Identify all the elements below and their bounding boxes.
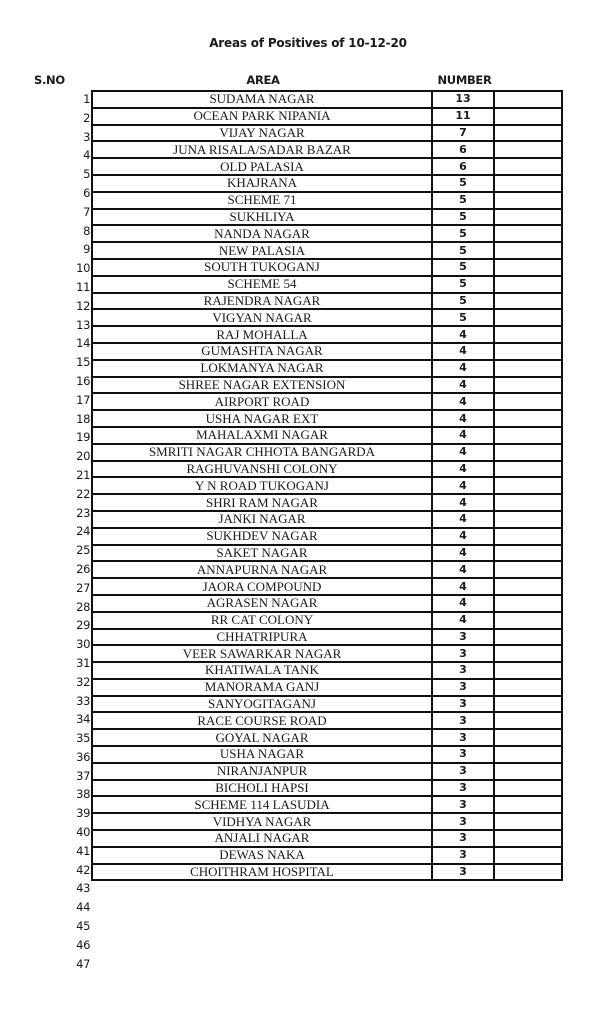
number-cell: 5 <box>432 209 494 226</box>
number-cell: 4 <box>432 326 494 343</box>
serial-number: 28 <box>76 599 90 614</box>
serial-number: 45 <box>76 919 90 934</box>
blank-cell <box>494 461 562 478</box>
table-row <box>92 410 562 427</box>
area-cell: GUMASHTA NAGAR <box>92 343 432 360</box>
table-row <box>92 696 562 713</box>
blank-cell <box>494 796 562 813</box>
area-cell: BICHOLI HAPSI <box>92 780 432 797</box>
area-cell: SUDAMA NAGAR <box>92 91 432 108</box>
table-row <box>92 393 562 410</box>
serial-number: 4 <box>83 148 90 163</box>
area-cell: RR CAT COLONY <box>92 612 432 629</box>
number-cell: 3 <box>432 830 494 847</box>
area-cell: CHOITHRAM HOSPITAL <box>92 864 432 881</box>
table-row <box>92 612 562 629</box>
serial-number: 10 <box>76 261 90 276</box>
blank-cell <box>494 410 562 427</box>
blank-cell <box>494 528 562 545</box>
number-cell: 5 <box>432 225 494 242</box>
serial-number: 31 <box>76 655 90 670</box>
area-cell: RAJENDRA NAGAR <box>92 293 432 310</box>
serial-number: 39 <box>76 806 90 821</box>
area-cell: SCHEME 114 LASUDIA <box>92 796 432 813</box>
table-row <box>92 796 562 813</box>
blank-cell <box>494 864 562 881</box>
area-cell: Y N ROAD TUKOGANJ <box>92 477 432 494</box>
blank-cell <box>494 712 562 729</box>
number-cell: 4 <box>432 612 494 629</box>
serial-number: 40 <box>76 825 90 840</box>
table-row <box>92 427 562 444</box>
number-cell: 4 <box>432 461 494 478</box>
serial-number: 30 <box>76 637 90 652</box>
serial-number: 26 <box>76 561 90 576</box>
number-cell: 3 <box>432 729 494 746</box>
number-cell: 3 <box>432 629 494 646</box>
area-cell: MANORAMA GANJ <box>92 679 432 696</box>
blank-cell <box>494 125 562 142</box>
number-cell: 6 <box>432 158 494 175</box>
blank-cell <box>494 209 562 226</box>
area-cell: KHATIWALA TANK <box>92 662 432 679</box>
table-row <box>92 813 562 830</box>
area-cell: OLD PALASIA <box>92 158 432 175</box>
serial-number: 38 <box>76 787 90 802</box>
area-cell: JANKI NAGAR <box>92 511 432 528</box>
table-row <box>92 847 562 864</box>
serial-number: 1 <box>83 92 90 106</box>
blank-cell <box>494 729 562 746</box>
blank-cell <box>494 561 562 578</box>
blank-cell <box>494 847 562 864</box>
table-row <box>92 511 562 528</box>
number-cell: 4 <box>432 477 494 494</box>
table-row <box>92 645 562 662</box>
blank-cell <box>494 293 562 310</box>
number-cell: 3 <box>432 645 494 662</box>
blank-cell <box>494 326 562 343</box>
blank-cell <box>494 746 562 763</box>
document-title: Areas of Positives of 10-12-20 <box>209 36 407 50</box>
blank-cell <box>494 629 562 646</box>
table-row <box>92 444 562 461</box>
blank-cell <box>494 309 562 326</box>
area-cell: ANJALI NAGAR <box>92 830 432 847</box>
area-cell: SOUTH TUKOGANJ <box>92 259 432 276</box>
area-cell: VIJAY NAGAR <box>92 125 432 142</box>
table-row <box>92 864 562 881</box>
area-cell: KHAJRANA <box>92 175 432 192</box>
area-cell: VEER SAWARKAR NAGAR <box>92 645 432 662</box>
serial-number: 13 <box>76 317 90 332</box>
serial-number: 9 <box>83 242 90 257</box>
serial-number: 34 <box>76 712 90 727</box>
serial-number: 5 <box>83 167 90 182</box>
area-cell: SCHEME 71 <box>92 192 432 209</box>
serial-number: 6 <box>83 185 90 200</box>
table-row <box>92 259 562 276</box>
area-cell: USHA NAGAR <box>92 746 432 763</box>
blank-cell <box>494 511 562 528</box>
table-row <box>92 528 562 545</box>
blank-cell <box>494 242 562 259</box>
table-row <box>92 175 562 192</box>
table-row <box>92 225 562 242</box>
table-row <box>92 545 562 562</box>
table-row <box>92 746 562 763</box>
serial-number: 12 <box>76 298 90 313</box>
serial-number: 42 <box>76 862 90 877</box>
area-cell: AGRASEN NAGAR <box>92 595 432 612</box>
number-cell: 5 <box>432 259 494 276</box>
serial-number: 33 <box>76 693 90 708</box>
serial-number: 23 <box>76 505 90 520</box>
blank-cell <box>494 696 562 713</box>
area-cell: LOKMANYA NAGAR <box>92 360 432 377</box>
blank-cell <box>494 645 562 662</box>
serial-number: 36 <box>76 749 90 764</box>
number-cell: 3 <box>432 780 494 797</box>
area-cell: SUKHDEV NAGAR <box>92 528 432 545</box>
number-cell: 4 <box>432 427 494 444</box>
area-cell: SAKET NAGAR <box>92 545 432 562</box>
area-cell: SHREE NAGAR EXTENSION <box>92 377 432 394</box>
number-cell: 5 <box>432 309 494 326</box>
table-row <box>92 561 562 578</box>
table-row <box>92 360 562 377</box>
blank-cell <box>494 612 562 629</box>
number-cell: 4 <box>432 410 494 427</box>
area-cell: NIRANJANPUR <box>92 763 432 780</box>
blank-cell <box>494 175 562 192</box>
serial-number: 46 <box>76 937 90 952</box>
blank-cell <box>494 830 562 847</box>
blank-cell <box>494 343 562 360</box>
serial-number: 29 <box>76 618 90 633</box>
number-cell: 4 <box>432 595 494 612</box>
table-row <box>92 830 562 847</box>
table-row <box>92 461 562 478</box>
table-row <box>92 578 562 595</box>
table-row <box>92 276 562 293</box>
blank-cell <box>494 813 562 830</box>
area-cell: RAJ MOHALLA <box>92 326 432 343</box>
blank-cell <box>494 780 562 797</box>
serial-number: 37 <box>76 768 90 783</box>
table-row <box>92 125 562 142</box>
area-cell: RAGHUVANSHI COLONY <box>92 461 432 478</box>
serial-number: 32 <box>76 674 90 689</box>
area-cell: OCEAN PARK NIPANIA <box>92 108 432 125</box>
table-row <box>92 108 562 125</box>
serial-number: 47 <box>76 956 90 971</box>
number-cell: 3 <box>432 763 494 780</box>
serial-number: 43 <box>76 881 90 896</box>
blank-cell <box>494 444 562 461</box>
number-cell: 3 <box>432 712 494 729</box>
serial-number: 17 <box>76 392 90 407</box>
table-row <box>92 595 562 612</box>
area-cell: MAHALAXMI NAGAR <box>92 427 432 444</box>
blank-cell <box>494 360 562 377</box>
area-cell: USHA NAGAR EXT <box>92 410 432 427</box>
area-cell: VIGYAN NAGAR <box>92 309 432 326</box>
area-cell: SANYOGITAGANJ <box>92 696 432 713</box>
table-row <box>92 712 562 729</box>
number-cell: 5 <box>432 192 494 209</box>
number-cell: 3 <box>432 662 494 679</box>
area-cell: DEWAS NAKA <box>92 847 432 864</box>
table-row <box>92 293 562 310</box>
number-cell: 3 <box>432 796 494 813</box>
area-cell: JAORA COMPOUND <box>92 578 432 595</box>
number-cell: 4 <box>432 377 494 394</box>
area-cell: RACE COURSE ROAD <box>92 712 432 729</box>
serial-number: 18 <box>76 411 90 426</box>
number-cell: 4 <box>432 578 494 595</box>
serial-number: 35 <box>76 731 90 746</box>
blank-cell <box>494 192 562 209</box>
table-row <box>92 477 562 494</box>
blank-cell <box>494 158 562 175</box>
number-cell: 5 <box>432 276 494 293</box>
blank-cell <box>494 377 562 394</box>
table-row <box>92 679 562 696</box>
number-cell: 13 <box>432 91 494 108</box>
number-cell: 4 <box>432 545 494 562</box>
table-row <box>92 209 562 226</box>
serial-number: 7 <box>83 204 90 219</box>
table-row <box>92 141 562 158</box>
number-cell: 6 <box>432 141 494 158</box>
serial-number: 24 <box>76 524 90 539</box>
number-cell: 11 <box>432 108 494 125</box>
area-cell: NEW PALASIA <box>92 242 432 259</box>
serial-number-column <box>40 90 90 973</box>
serial-number: 19 <box>76 430 90 445</box>
serial-number: 11 <box>76 279 90 294</box>
table-row <box>92 192 562 209</box>
blank-cell <box>494 763 562 780</box>
area-cell: VIDHYA NAGAR <box>92 813 432 830</box>
number-cell: 5 <box>432 242 494 259</box>
serial-number: 44 <box>76 900 90 915</box>
serial-number: 27 <box>76 580 90 595</box>
table-row <box>92 729 562 746</box>
serial-number: 22 <box>76 486 90 501</box>
blank-cell <box>494 393 562 410</box>
header-sno: S.NO <box>34 73 65 87</box>
area-cell: NANDA NAGAR <box>92 225 432 242</box>
blank-cell <box>494 494 562 511</box>
blank-cell <box>494 91 562 108</box>
number-cell: 3 <box>432 746 494 763</box>
table-row <box>92 780 562 797</box>
serial-number: 15 <box>76 355 90 370</box>
number-cell: 3 <box>432 679 494 696</box>
blank-cell <box>494 662 562 679</box>
serial-number: 3 <box>83 129 90 144</box>
blank-cell <box>494 595 562 612</box>
area-cell: AIRPORT ROAD <box>92 393 432 410</box>
area-cell: GOYAL NAGAR <box>92 729 432 746</box>
table-row <box>92 377 562 394</box>
number-cell: 4 <box>432 561 494 578</box>
area-cell: SHRI RAM NAGAR <box>92 494 432 511</box>
areas-table <box>91 90 563 881</box>
blank-cell <box>494 427 562 444</box>
serial-number: 2 <box>83 110 90 125</box>
number-cell: 5 <box>432 175 494 192</box>
blank-cell <box>494 477 562 494</box>
blank-cell <box>494 141 562 158</box>
number-cell: 4 <box>432 494 494 511</box>
table-row <box>92 91 562 108</box>
table-row <box>92 629 562 646</box>
number-cell: 3 <box>432 847 494 864</box>
number-cell: 4 <box>432 528 494 545</box>
table-row <box>92 242 562 259</box>
area-cell: JUNA RISALA/SADAR BAZAR <box>92 141 432 158</box>
blank-cell <box>494 108 562 125</box>
blank-cell <box>494 578 562 595</box>
serial-number: 8 <box>83 223 90 238</box>
header-area: AREA <box>246 73 280 87</box>
table-row <box>92 662 562 679</box>
number-cell: 4 <box>432 360 494 377</box>
table-row <box>92 494 562 511</box>
number-cell: 3 <box>432 864 494 881</box>
serial-number: 25 <box>76 543 90 558</box>
blank-cell <box>494 259 562 276</box>
area-cell: SUKHLIYA <box>92 209 432 226</box>
blank-cell <box>494 225 562 242</box>
serial-number: 20 <box>76 449 90 464</box>
area-cell: SMRITI NAGAR CHHOTA BANGARDA <box>92 444 432 461</box>
table-row <box>92 326 562 343</box>
blank-cell <box>494 545 562 562</box>
table-row <box>92 343 562 360</box>
blank-cell <box>494 679 562 696</box>
number-cell: 5 <box>432 293 494 310</box>
blank-cell <box>494 276 562 293</box>
number-cell: 3 <box>432 813 494 830</box>
number-cell: 4 <box>432 343 494 360</box>
number-cell: 3 <box>432 696 494 713</box>
table-row <box>92 309 562 326</box>
area-cell: SCHEME 54 <box>92 276 432 293</box>
number-cell: 7 <box>432 125 494 142</box>
serial-number: 16 <box>76 373 90 388</box>
area-cell: ANNAPURNA NAGAR <box>92 561 432 578</box>
serial-number: 41 <box>76 843 90 858</box>
table-row <box>92 763 562 780</box>
serial-number: 14 <box>76 336 90 351</box>
number-cell: 4 <box>432 393 494 410</box>
area-cell: CHHATRIPURA <box>92 629 432 646</box>
table-row <box>92 158 562 175</box>
header-number: NUMBER <box>437 73 492 87</box>
serial-number: 21 <box>76 467 90 482</box>
number-cell: 4 <box>432 444 494 461</box>
number-cell: 4 <box>432 511 494 528</box>
